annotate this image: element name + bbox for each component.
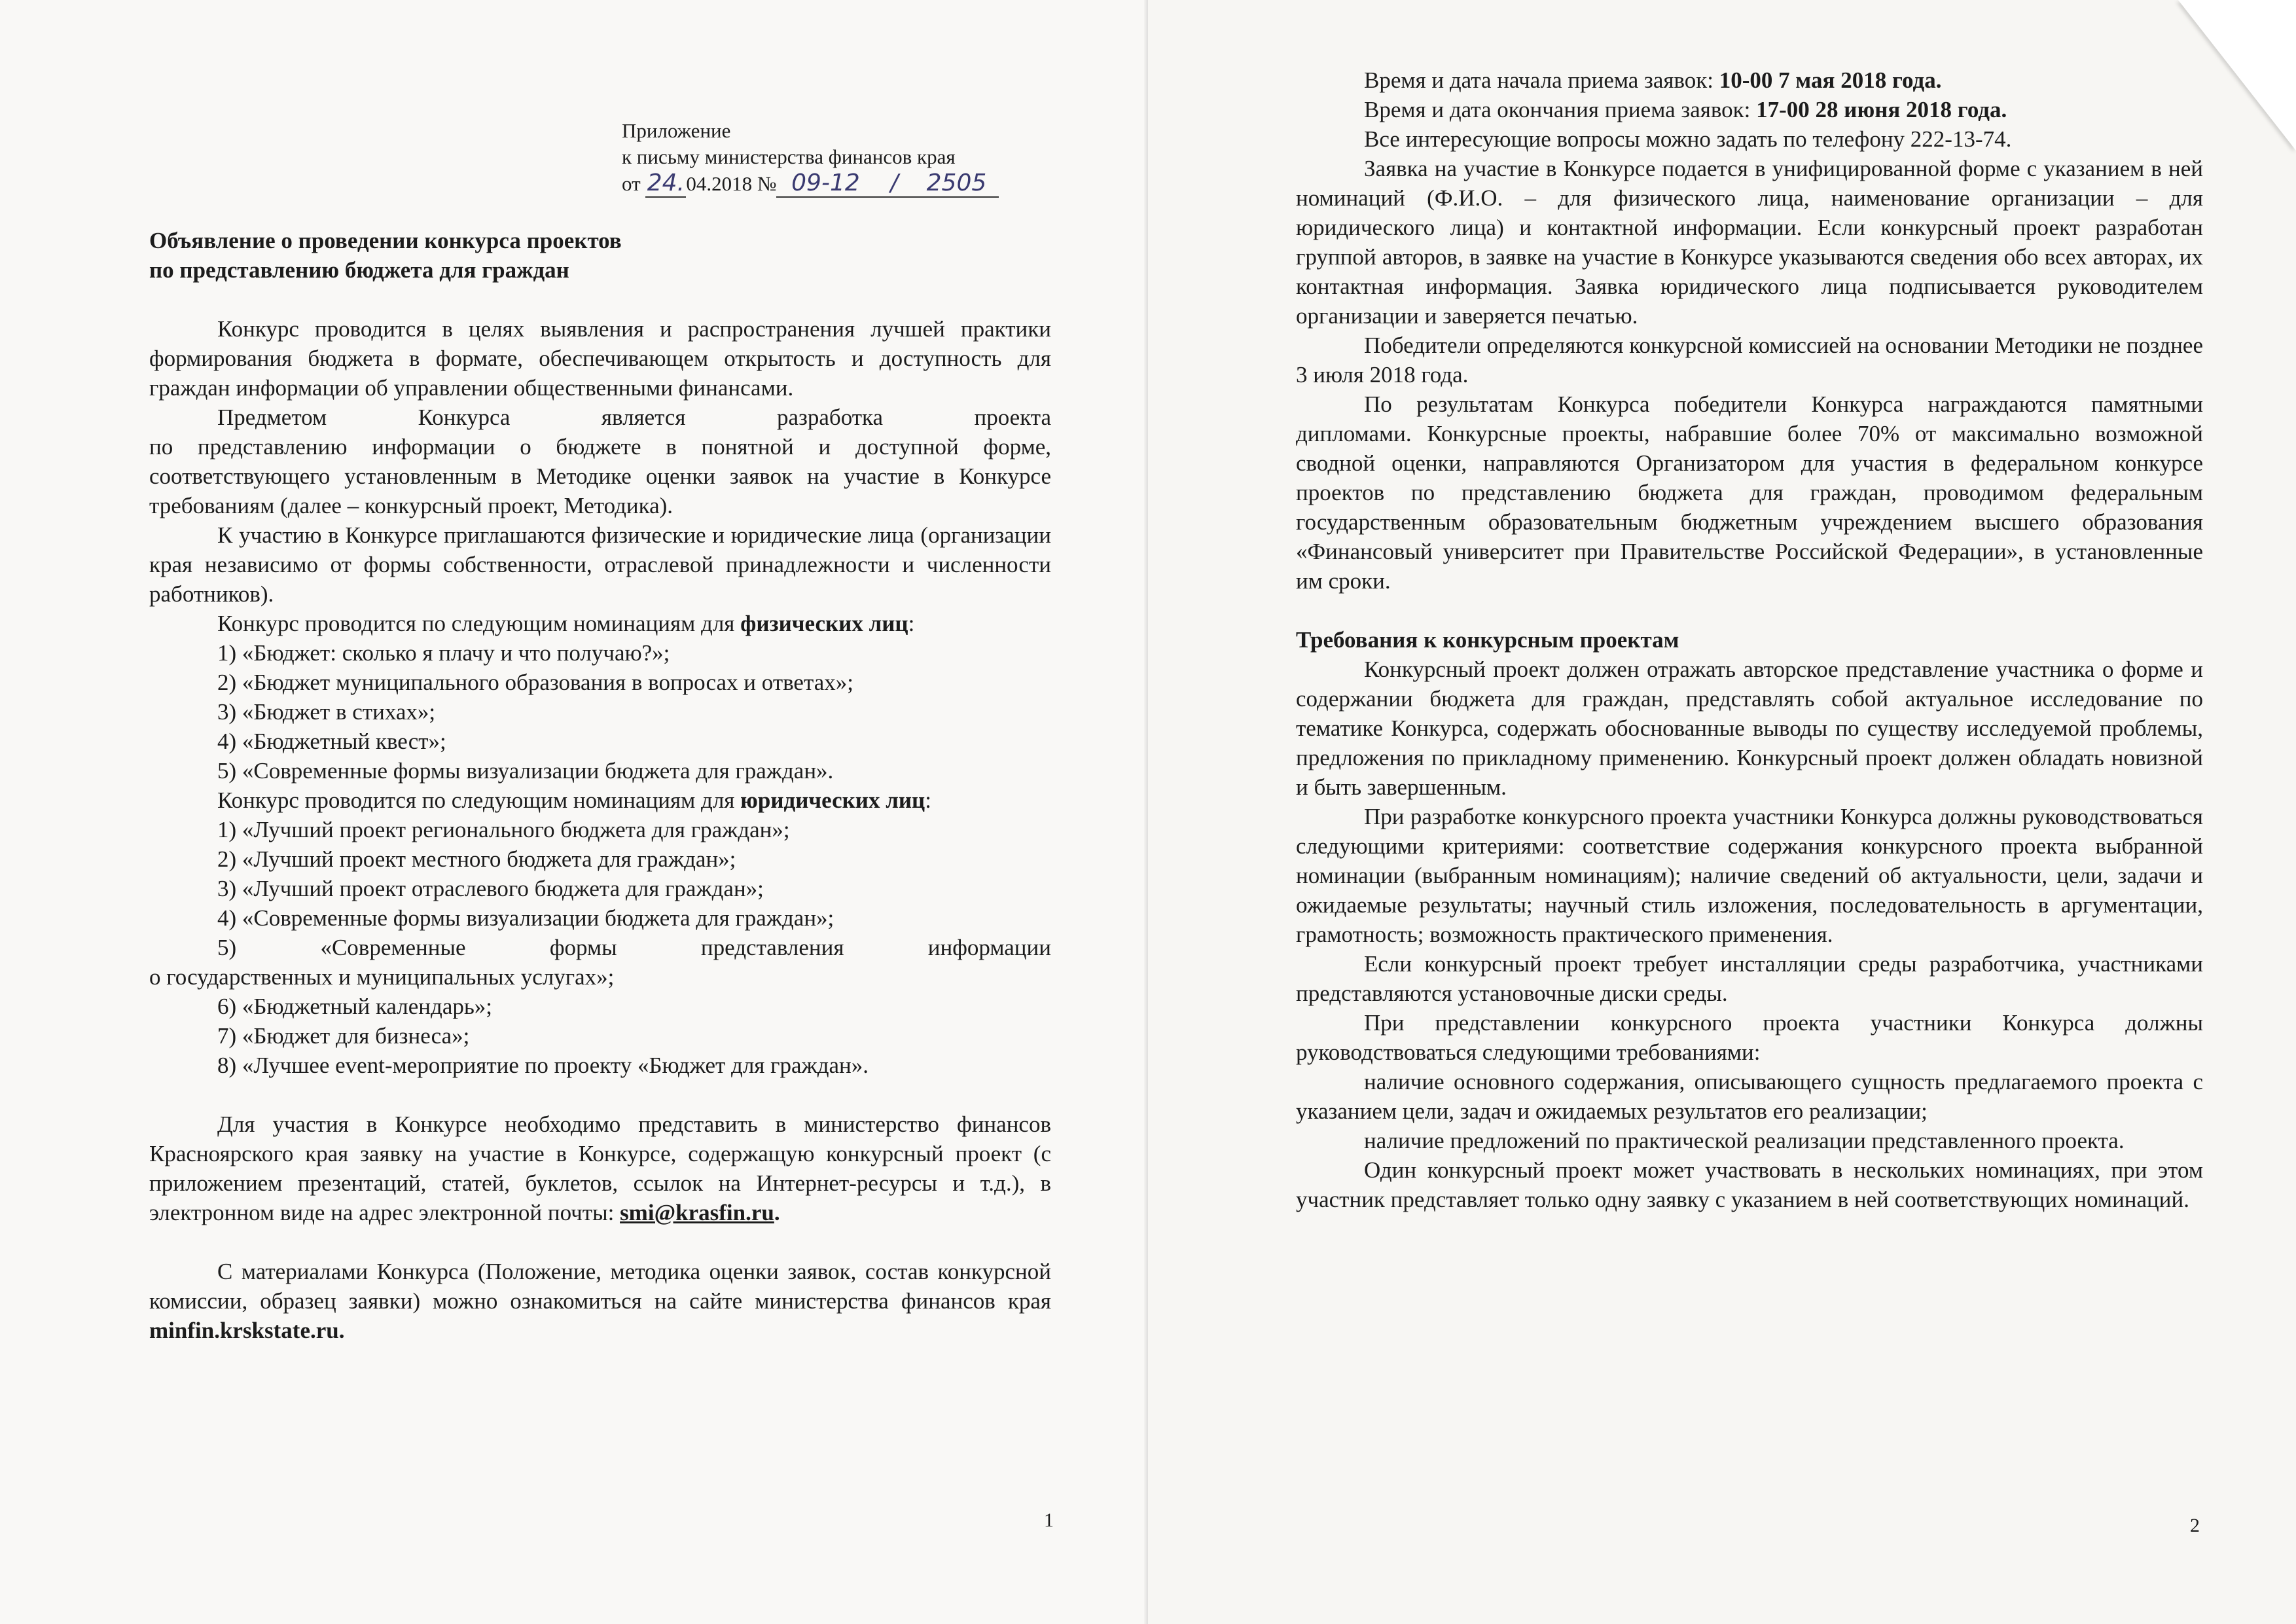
list-item: 4) «Бюджетный квест»; — [217, 729, 446, 754]
list-item: 5) «Современные формы визуализации бюджета для граждан». — [217, 758, 834, 784]
list-item: 2) «Бюджет муниципального образования в вопросах и ответах»; — [217, 670, 853, 695]
list-item: 1) «Лучший проект регионального бюджета для граждан»; — [217, 817, 790, 842]
paragraph-participants: К участию в Конкурсе приглашаются физические и юридические лица (организации края независимо от формы собственности, отраслевой принадлежности и численности работников). — [149, 522, 1051, 607]
list-item: 1) «Бюджет: сколько я плачу и что получаю?»; — [217, 640, 670, 666]
page-2 — [1148, 0, 2296, 1624]
list-item: 7) «Бюджет для бизнеса»; — [217, 1023, 470, 1049]
doc-title-line-2: по представлению бюджета для граждан — [149, 257, 569, 283]
paragraph-winners: Победители определяются конкурсной комиссией на основании Методики не позднее 3 июля 2018 года. — [1296, 333, 2203, 388]
requirements-title: Требования к конкурсным проектам — [1296, 627, 1679, 653]
paragraph-req-6: наличие предложений по практической реализации представленного проекта. — [1364, 1128, 2125, 1153]
attachment-date-line: от 24.04.2018 № 09-12 / 2505 — [622, 170, 1080, 198]
site-link: minfin.krskstate.ru — [149, 1318, 339, 1343]
list-item: 2) «Лучший проект местного бюджета для граждан»; — [217, 846, 736, 872]
paragraph-req-7: Один конкурсный проект может участвовать в нескольких номинациях, при этом участник представляет только одну заявку с указанием в ней соответствующих номинаций. — [1296, 1157, 2203, 1212]
list-item: 6) «Бюджетный календарь»; — [217, 994, 493, 1019]
page-2-body — [1296, 65, 2203, 1214]
phys-nominations-intro: Конкурс проводится по следующим номинациям для физических лиц: — [217, 611, 915, 636]
attachment-header — [622, 118, 1080, 198]
paragraph-req-3: Если конкурсный проект требует инсталляции среды разработчика, участниками представляются установочные диски среды. — [1296, 951, 2203, 1006]
attachment-line-2: к письму министерства финансов края — [622, 145, 956, 168]
page-number: 2 — [2190, 1515, 2200, 1536]
handwritten-number-2: 2505 — [914, 170, 999, 198]
paragraph-purpose: Конкурс проводится в целях выявления и распространения лучшей практики формирования бюджета в формате, обеспечивающем открытость и доступность для граждан информации об управлении общественными финансами. — [149, 316, 1051, 401]
list-item: 4) «Современные формы визуализации бюджета для граждан»; — [217, 905, 834, 931]
paragraph-participation: Для участия в Конкурсе необходимо представить в министерство финансов Красноярского края заявку на участие в Конкурсе, содержащую конкурсный проект (с приложением презентаций, статей, буклетов, ссылок на Интернет-ресурсы и т.д.), в электронном виде на адрес электронной почты: smi@krasfin.ru. — [149, 1111, 1051, 1225]
paragraph-subject-line-1: Предметом Конкурса является разработка проекта — [217, 405, 1051, 430]
attachment-line-1: Приложение — [622, 119, 731, 142]
email-link: smi@krasfin.ru — [620, 1200, 774, 1225]
end-date-line: Время и дата окончания приема заявок: 17-00 28 июня 2018 года. — [1364, 97, 2007, 122]
paragraph-materials: С материалами Конкурса (Положение, методика оценки заявок, состав конкурсной комиссии, образец заявки) можно ознакомиться на сайте министерства финансов края minfin.krskstate.ru. — [149, 1259, 1051, 1343]
page-number: 1 — [1044, 1509, 1054, 1531]
folded-corner — [2178, 0, 2296, 151]
paragraph-req-4: При представлении конкурсного проекта участники Конкурса должны руководствоваться следующими требованиями: — [1296, 1010, 2203, 1065]
start-date-line: Время и дата начала приема заявок: 10-00 7 мая 2018 года. — [1364, 67, 1942, 93]
paragraph-results: По результатам Конкурса победители Конкурса награждаются памятными дипломами. Конкурсные проекты, набравшие более 70% от максимально возможной сводной оценки, направляются Организатором для участия в федеральном конкурсе проектов по представлению бюджета для граждан, проводимом федеральным государственным образовательным бюджетным учреждением высшего образования «Финансовый университет при Правительстве Российской Федерации», в установленные им сроки. — [1296, 391, 2203, 594]
jur-nominations-intro: Конкурс проводится по следующим номинациям для юридических лиц: — [217, 787, 931, 813]
paragraph-subject-rest: по представлению информации о бюджете в понятной и доступной форме, соответствующего установленным в Методике оценки заявок на участие в Конкурсе требованиям (далее – конкурсный проект, Методика). — [149, 434, 1051, 518]
doc-title-line-1: Объявление о проведении конкурса проектов — [149, 228, 622, 253]
list-item: 8) «Лучшее event-мероприятие по проекту «Бюджет для граждан». — [217, 1053, 869, 1078]
list-item: 3) «Бюджет в стихах»; — [217, 699, 436, 725]
list-item: 3) «Лучший проект отраслевого бюджета для граждан»; — [217, 876, 764, 901]
handwritten-day: 24. — [645, 170, 686, 198]
phone-line: Все интересующие вопросы можно задать по телефону 222-13-74. — [1364, 126, 2012, 152]
paragraph-req-5: наличие основного содержания, описывающего сущность предлагаемого проекта с указанием цели, задач и ожидаемых результатов его реализации; — [1296, 1069, 2203, 1124]
paragraph-req-1: Конкурсный проект должен отражать авторское представление участника о форме и содержании бюджета для граждан, представлять собой актуальное исследование по тематике Конкурса, содержать обоснованные выводы по существу исследуемой проблемы, предложения по прикладному применению. Конкурсный проект должен обладать новизной и быть завершенным. — [1296, 657, 2203, 800]
page-1-body — [149, 226, 1051, 1345]
list-item-5-line-1: 5) «Современные формы представления информации — [217, 935, 1051, 960]
paragraph-application: Заявка на участие в Конкурсе подается в унифицированной форме с указанием в ней номинаций (Ф.И.О. – для физического лица, наименование организации – для юридического лица) и контактной информации. Если конкурсный проект разработан группой авторов, в заявке на участие в Конкурсе указываются сведения обо всех авторах, их контактная информация. Заявка юридического лица подписывается руководителем организации и заверяется печатью. — [1296, 156, 2203, 329]
handwritten-number-1: 09-12 — [776, 170, 874, 198]
list-item-5-line-2: о государственных и муниципальных услугах»; — [149, 964, 615, 990]
paragraph-req-2: При разработке конкурсного проекта участники Конкурса должны руководствоваться следующими критериями: соответствие содержания конкурсного проекта выбранной номинации (выбранным номинациям); наличие сведений об актуальности, цели, задачи и ожидаемые результаты; научный стиль изложения, последовательность в аргументации, грамотность; возможность практического применения. — [1296, 804, 2203, 947]
handwritten-separator: / — [874, 170, 914, 198]
